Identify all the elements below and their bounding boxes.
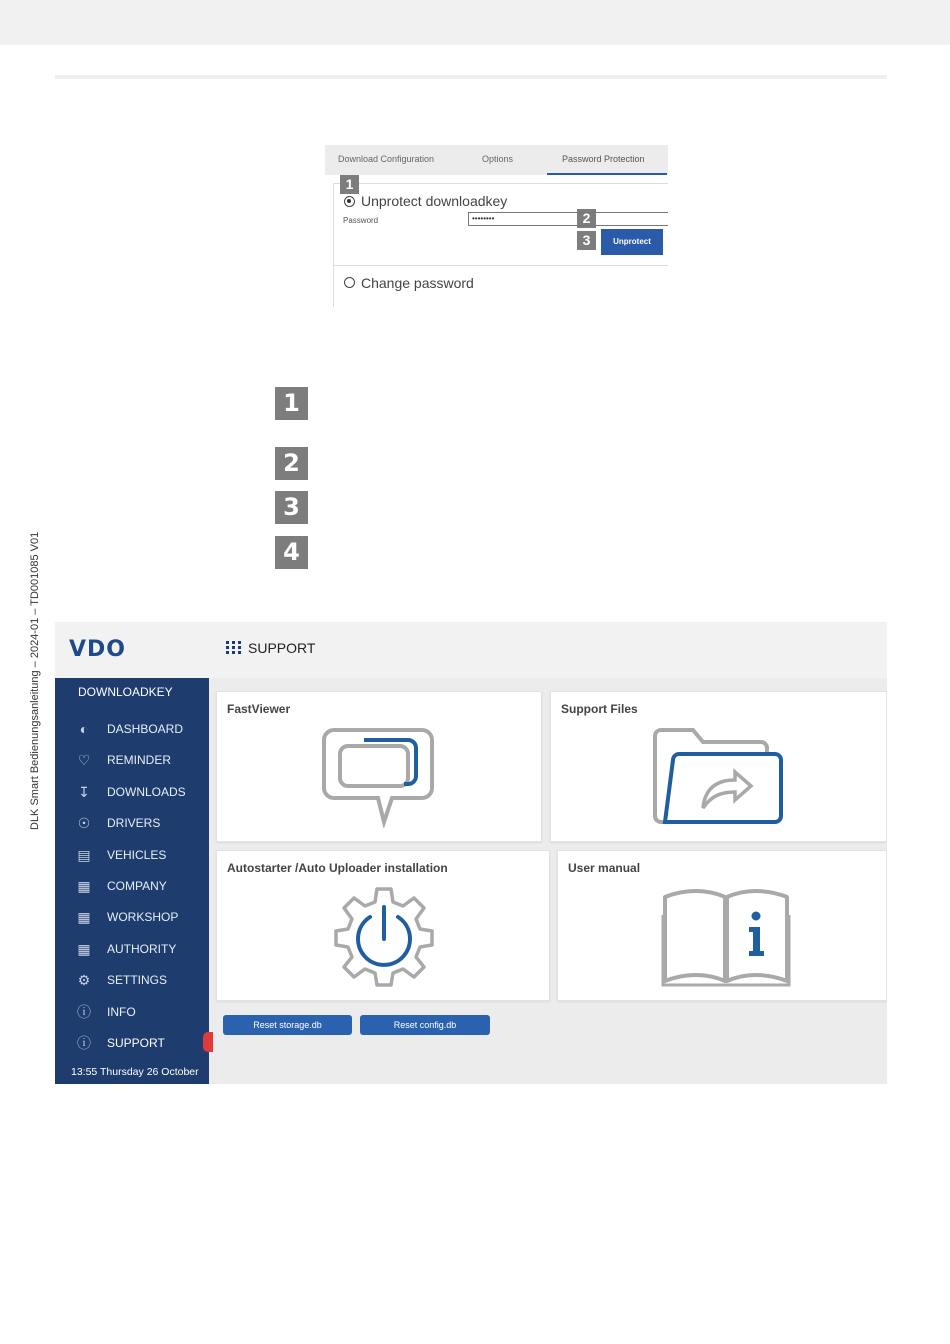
sidebar-item-label: REMINDER [107,753,172,767]
bell-icon: ♡ [77,752,91,768]
fastviewer-card[interactable] [216,691,542,842]
notification-indicator [203,1032,213,1052]
autostarter-card[interactable] [216,850,550,1001]
apps-grid-icon[interactable] [226,641,242,655]
help-icon: ⓘ [77,1035,91,1051]
card-icon: ▦ [77,878,91,894]
card-title: Support Files [561,702,638,716]
sidebar [55,678,209,1084]
user-manual-card[interactable] [557,850,887,1001]
card-icon: ▦ [77,941,91,957]
dashboard-icon: ◐ [79,721,89,737]
callout-badge-2: 2 [577,209,596,228]
tab-password-protection[interactable]: Password Protection [562,154,645,164]
sidebar-item-label: DRIVERS [107,816,161,830]
sidebar-item-company[interactable] [55,875,209,899]
sidebar-item-label: AUTHORITY [107,942,177,956]
app-header [55,622,887,678]
card-title: Autostarter /Auto Uploader installation [227,861,448,875]
power-gear-icon [332,885,436,989]
page-title: SUPPORT [248,640,316,656]
unprotect-option-label: Unprotect downloadkey [361,193,508,209]
support-files-card[interactable] [550,691,887,842]
unprotect-radio[interactable] [344,196,355,207]
sidebar-item-label: WORKSHOP [107,910,179,924]
chat-bubbles-icon [322,726,437,828]
sidebar-item-label: SETTINGS [107,973,168,987]
download-icon: ↧ [78,784,90,800]
sidebar-item-label: DASHBOARD [107,722,184,736]
card-title: User manual [568,861,641,875]
callout-badge-1: 1 [340,175,359,194]
password-field[interactable]: •••••••• [468,212,668,226]
password-label: Password [343,216,379,225]
card-icon: ▦ [77,909,91,925]
sidebar-item-label: DOWNLOADS [107,785,186,799]
change-password-option-label: Change password [361,275,474,291]
sidebar-item-label: VEHICLES [107,848,167,862]
reset-config-button[interactable]: Reset config.db [360,1015,490,1035]
sidebar-item-dashboard[interactable] [55,718,209,742]
sidebar-header: DOWNLOADKEY [78,685,173,699]
document-side-text: DLK Smart Bedienungsanleitung – 2024-01 – TD001085 V01 [29,531,41,830]
tab-bar [325,145,668,175]
sidebar-item-settings[interactable] [55,969,209,993]
page-header-band [0,0,950,45]
book-info-icon [661,885,791,987]
header-rule [55,75,887,79]
legend-badge-2: 2 [275,447,308,480]
legend-badge-4: 4 [275,536,308,569]
legend-badge-3: 3 [275,491,308,524]
sidebar-item-label: INFO [107,1005,136,1019]
active-tab-indicator [547,173,667,175]
panel-divider [333,265,668,266]
sidebar-item-reminder[interactable] [55,749,209,773]
reset-storage-button[interactable]: Reset storage.db [223,1015,352,1035]
callout-badge-3: 3 [577,231,596,250]
sidebar-item-label: COMPANY [107,879,167,893]
change-password-radio[interactable] [344,277,355,288]
sidebar-item-downloads[interactable] [55,781,209,805]
sidebar-item-info[interactable] [55,1001,209,1025]
tab-options[interactable]: Options [482,154,514,164]
legend-badge-1: 1 [275,387,308,420]
driver-icon: ☉ [77,815,91,831]
sidebar-item-workshop[interactable] [55,906,209,930]
sidebar-item-support[interactable] [55,1032,209,1056]
unprotect-button[interactable]: Unprotect [601,229,663,255]
password-protection-screenshot [325,145,668,307]
sidebar-item-drivers[interactable] [55,812,209,836]
vdo-logo: VDO [69,637,126,662]
folder-share-icon [651,726,791,831]
sidebar-item-label: SUPPORT [107,1036,165,1050]
card-title: FastViewer [227,702,291,716]
tab-download-configuration[interactable]: Download Configuration [338,154,435,164]
truck-icon: ▤ [77,847,91,863]
gear-icon: ⚙ [77,972,91,988]
datetime-display: 13:55 Thursday 26 October [71,1066,199,1078]
info-icon: ⓘ [77,1004,91,1020]
sidebar-item-authority[interactable] [55,938,209,962]
sidebar-item-vehicles[interactable] [55,844,209,868]
support-app-screenshot [55,622,887,1084]
